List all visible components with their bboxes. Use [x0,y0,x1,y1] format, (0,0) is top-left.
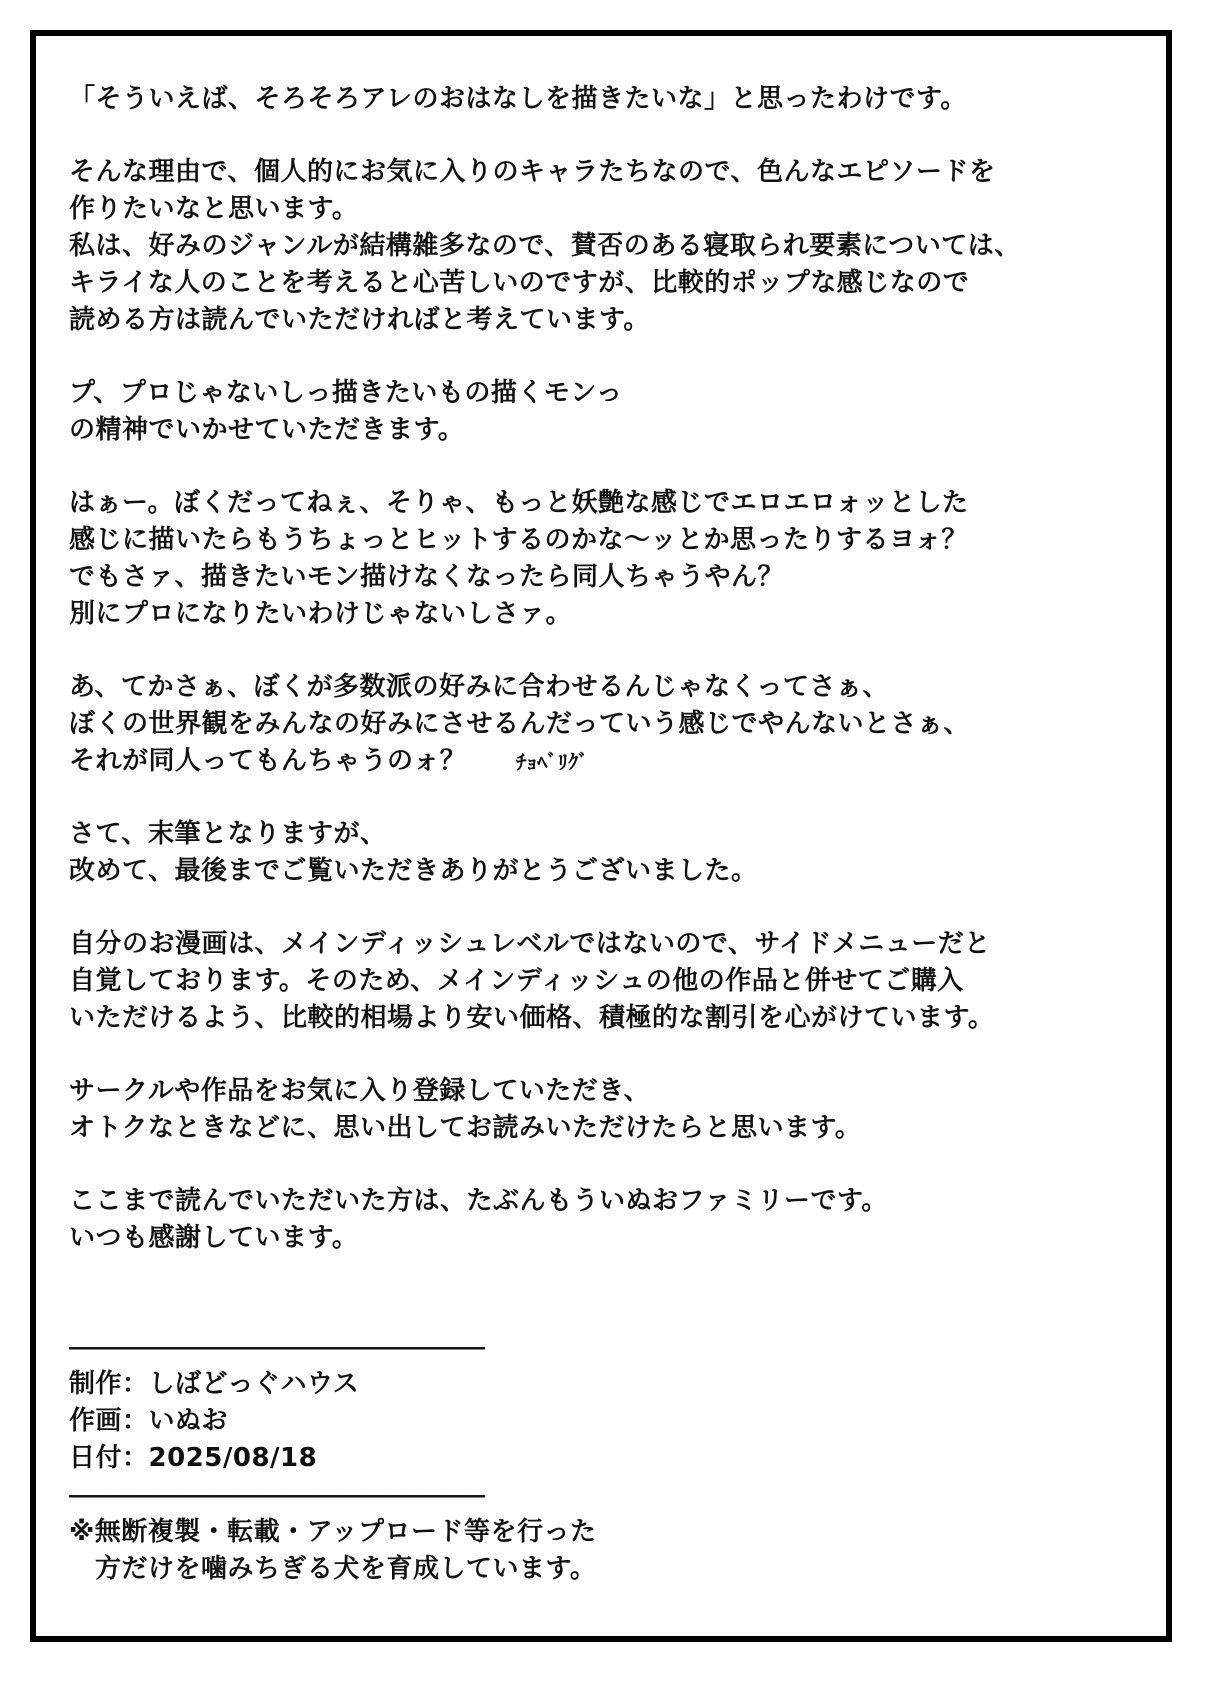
text-line: そんな理由で、個人的にお気に入りのキャラたちなので、色んなエピソードを [69,157,996,187]
text-line: あ、てかさぁ、ぼくが多数派の好みに合わせるんじゃなくってさぁ、 [69,672,889,702]
notice-line: 方だけを噛みちぎる犬を育成しています。 [95,1554,597,1584]
text-line: 感じに描いたらもうちょっとヒットするのかな～ッとか思ったりするヨォ？ [69,525,968,555]
afterword-text [69,81,1149,1588]
credit-production: 制作：しばどっぐハウス [69,1369,360,1399]
notice-line: ※無断複製・転載・アップロード等を行った [69,1517,597,1547]
text-line: 改めて、最後までご覧いただきありがとうございました。 [69,856,758,886]
text-line: 作りたいなと思います。 [69,194,359,224]
paragraph-thanks [69,816,1149,890]
credit-date: 日付：2025/08/18 [69,1443,318,1473]
credit-art: 作画：いぬお [69,1406,229,1436]
text-line: いつも感謝しています。 [69,1223,359,1253]
text-line: はぁー。ぼくだってねぇ、そりゃ、もっと妖艶な感じでエロエロォッとした [69,488,969,518]
text-line: ぼくの世界観をみんなの好みにさせるんだっていう感じでやんないとさぁ、 [69,709,971,739]
paragraph-family [69,1183,1149,1257]
text-line: さて、末筆となりますが、 [69,819,387,849]
credits-block [69,1329,1149,1588]
divider-bottom: ―――――――――――――――――――――――――――――――――――― [69,1483,485,1507]
text-line: 「そういえば、そろそろアレのおはなしを描きたいな」と思ったわけです。 [69,84,967,114]
text-line: いただけるよう、比較的相場より安い価格、積極的な割引を心がけています。 [69,1003,995,1033]
text-line: 別にプロになりたいわけじゃないしさァ。 [69,599,572,629]
text-line [69,743,1149,780]
paragraph-reason [69,154,1149,339]
text-line: 私は、好みのジャンルが結構雑多なので、賛否のある寝取られ要素については、 [69,231,1021,261]
text-line: オトクなときなどに、思い出してお読みいただけたらと思います。 [69,1113,862,1143]
text-line: の精神でいかせていただきます。 [69,415,465,445]
text-line: 読める方は読んでいただければと考えています。 [69,305,650,335]
text-line: でもさァ、描きたいモン描けなくなったら同人ちゃうやん？ [69,562,784,592]
text-line: 自分のお漫画は、メインディッシュレベルではないので、サイドメニューだと [69,929,991,959]
paragraph-worldview [69,669,1149,780]
text-line: プ、プロじゃないしっ描きたいもの描くモンっ [69,378,623,408]
paragraph-rant [69,485,1149,633]
paragraph-favorite [69,1073,1149,1147]
text-line: 自覚しております。そのため、メインディッシュの他の作品と併せてご購入 [69,966,964,996]
paragraph-intro [69,81,1149,118]
copyright-notice [69,1514,1149,1588]
aside-note: ﾁｮﾍﾞﾘｸﾞ [516,750,589,774]
divider-top: ―――――――――――――――――――――――――――――――――――― [69,1335,485,1359]
text-line: サークルや作品をお気に入り登録していただき、 [69,1076,651,1106]
paragraph-pricing [69,926,1149,1037]
page-border [30,30,1172,1642]
text-line: ここまで読んでいただいた方は、たぶんもういぬおファミリーです。 [69,1186,888,1216]
text-line: キライな人のことを考えると心苦しいのですが、比較的ポップな感じなので [69,268,970,298]
text-span: それが同人ってもんちゃうのォ？ [69,746,467,776]
paragraph-spirit [69,375,1149,449]
